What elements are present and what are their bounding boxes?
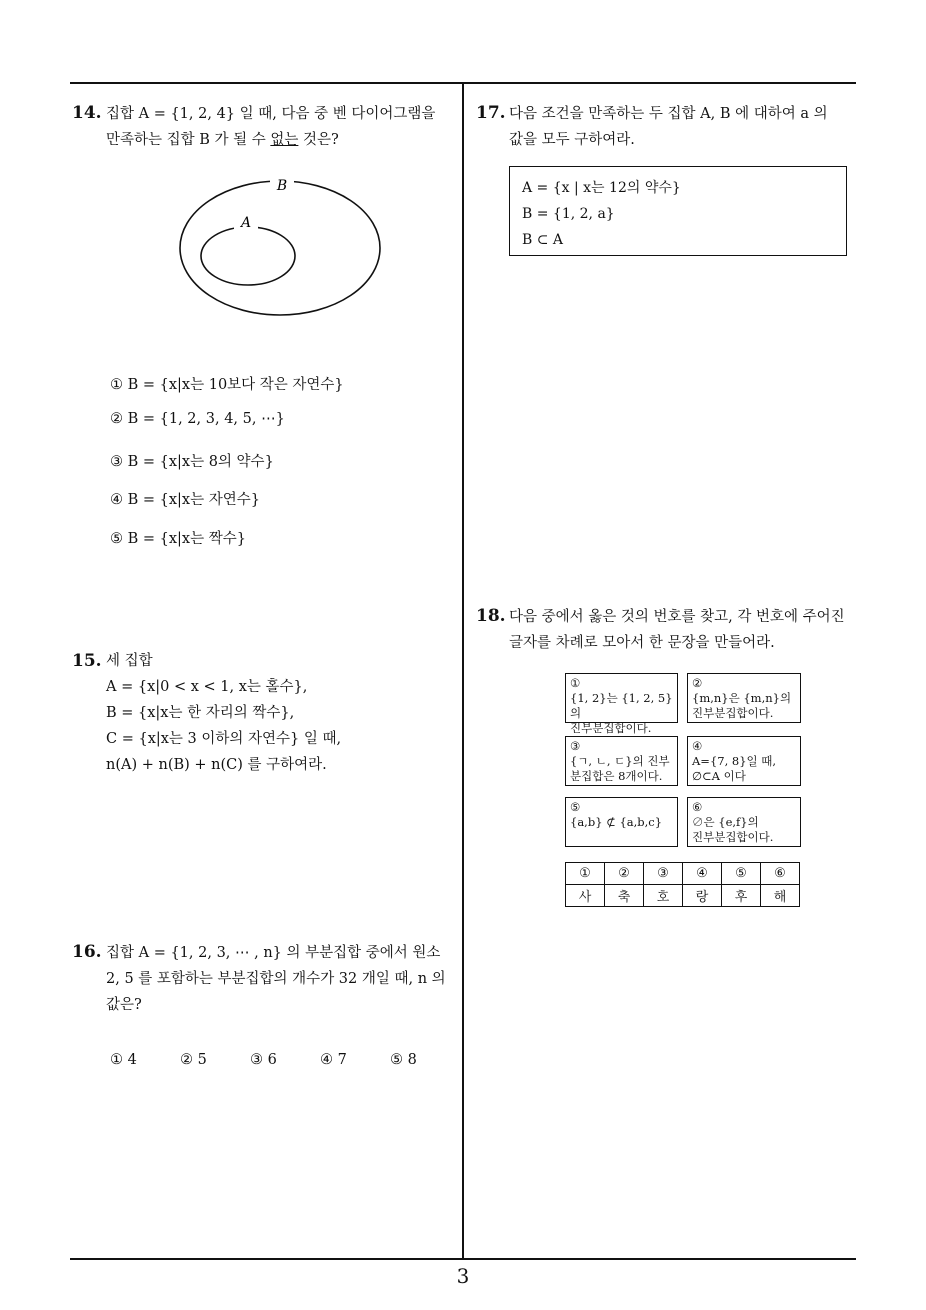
card-line: 진부분집합이다.	[570, 721, 652, 735]
table-cell: 후	[722, 885, 761, 907]
card-mark: ⑥	[692, 800, 703, 814]
card-mark: ④	[692, 739, 703, 753]
q14-number: 14.	[72, 103, 102, 123]
bottom-rule	[70, 1258, 856, 1260]
q17-condition-b: B = {1, 2, a}	[522, 206, 615, 222]
q16-option-4: ④ 7	[320, 1052, 347, 1068]
card-line: 분집합은 8개이다.	[570, 769, 663, 783]
venn-outer-ellipse	[180, 181, 380, 315]
q17-number: 17.	[476, 103, 506, 123]
venn-label-inner: A	[240, 215, 252, 231]
q14-line1: 집합 A = {1, 2, 4} 일 때, 다음 중 벤 다이어그램을	[106, 106, 436, 122]
q18-card-6	[687, 797, 801, 847]
table-cell: 축	[605, 885, 644, 907]
column-divider	[462, 83, 464, 1259]
q14-option-3: ③ B = {x|x는 8의 약수}	[110, 454, 274, 470]
card-line: {m,n}은 {m,n}의	[692, 691, 792, 705]
card-line: {a,b} ⊄ {a,b,c}	[570, 815, 663, 829]
q16-number: 16.	[72, 942, 102, 962]
q18-card-2	[687, 673, 801, 723]
q18-answer-table	[565, 862, 800, 907]
q17-line2: 값을 모두 구하여라.	[509, 132, 635, 148]
q15-line3: B = {x|x는 한 자리의 짝수},	[106, 705, 295, 721]
q15-number: 15.	[72, 651, 102, 671]
card-line: 진부분집합이다.	[692, 830, 774, 844]
q17-condition-a: A = {x | x는 12의 약수}	[522, 180, 681, 196]
q18-card-1	[565, 673, 678, 735]
table-header-cell: ①	[566, 863, 605, 885]
q18-line1: 다음 중에서 옳은 것의 번호를 찾고, 각 번호에 주어진	[509, 609, 845, 625]
q18-card-4	[687, 736, 801, 786]
card-line: {ㄱ, ㄴ, ㄷ}의 진부	[570, 754, 670, 768]
q18-number: 18.	[476, 606, 506, 626]
q16-line2: 2, 5 를 포함하는 부분집합의 개수가 32 개일 때, n 의	[106, 971, 446, 987]
q16-option-2: ② 5	[180, 1052, 207, 1068]
card-line: ∅은 {e,f}의	[692, 815, 759, 829]
q15-line1: 세 집합	[106, 653, 153, 669]
card-mark: ③	[570, 739, 581, 753]
table-header-cell: ⑤	[722, 863, 761, 885]
q18-line2: 글자를 차례로 모아서 한 문장을 만들어라.	[509, 635, 775, 651]
table-cell: 해	[761, 885, 800, 907]
q15-line2: A = {x|0 < x < 1, x는 홀수},	[106, 679, 308, 695]
q14-option-1: ① B = {x|x는 10보다 작은 자연수}	[110, 377, 344, 393]
q16-option-3: ③ 6	[250, 1052, 277, 1068]
card-line: {1, 2}는 {1, 2, 5}의	[570, 691, 673, 720]
table-cell: 랑	[683, 885, 722, 907]
table-row	[566, 885, 800, 907]
q14-option-5: ⑤ B = {x|x는 짝수}	[110, 531, 246, 547]
card-line: 진부분집합이다.	[692, 706, 774, 720]
table-cell: 호	[644, 885, 683, 907]
venn-inner-ellipse	[201, 227, 295, 285]
card-mark: ⑤	[570, 800, 581, 814]
table-header-row	[566, 863, 800, 885]
page-number: 3	[456, 1264, 470, 1288]
q17-condition-subset: B ⊂ A	[522, 232, 564, 248]
q16-line3: 값은?	[106, 997, 142, 1013]
card-mark: ②	[692, 676, 703, 690]
table-cell: 사	[566, 885, 605, 907]
q18-card-5	[565, 797, 678, 847]
q16-line1: 집합 A = {1, 2, 3, ⋯ , n} 의 부분집합 중에서 원소	[106, 945, 441, 961]
table-header-cell: ③	[644, 863, 683, 885]
q14-option-2: ② B = {1, 2, 3, 4, 5, ⋯}	[110, 411, 285, 427]
q15-line5: n(A) + n(B) + n(C) 를 구하여라.	[106, 757, 327, 773]
q14-option-4: ④ B = {x|x는 자연수}	[110, 492, 260, 508]
q17-line1: 다음 조건을 만족하는 두 집합 A, B 에 대하여 a 의	[509, 106, 828, 122]
card-mark: ①	[570, 676, 581, 690]
table-header-cell: ⑥	[761, 863, 800, 885]
q17-condition-box	[509, 166, 847, 256]
table-header-cell: ④	[683, 863, 722, 885]
card-line: ∅⊂A 이다	[692, 769, 746, 783]
venn-label-outer: B	[276, 178, 288, 194]
q14-line2: 만족하는 집합 B 가 될 수 없는 것은?	[106, 132, 339, 148]
q15-line4: C = {x|x는 3 이하의 자연수} 일 때,	[106, 731, 342, 747]
card-line: A={7, 8}일 때,	[692, 754, 777, 768]
q18-card-3	[565, 736, 678, 786]
table-header-cell: ②	[605, 863, 644, 885]
venn-diagram	[170, 170, 390, 320]
q16-option-1: ① 4	[110, 1052, 137, 1068]
q16-option-5: ⑤ 8	[390, 1052, 417, 1068]
